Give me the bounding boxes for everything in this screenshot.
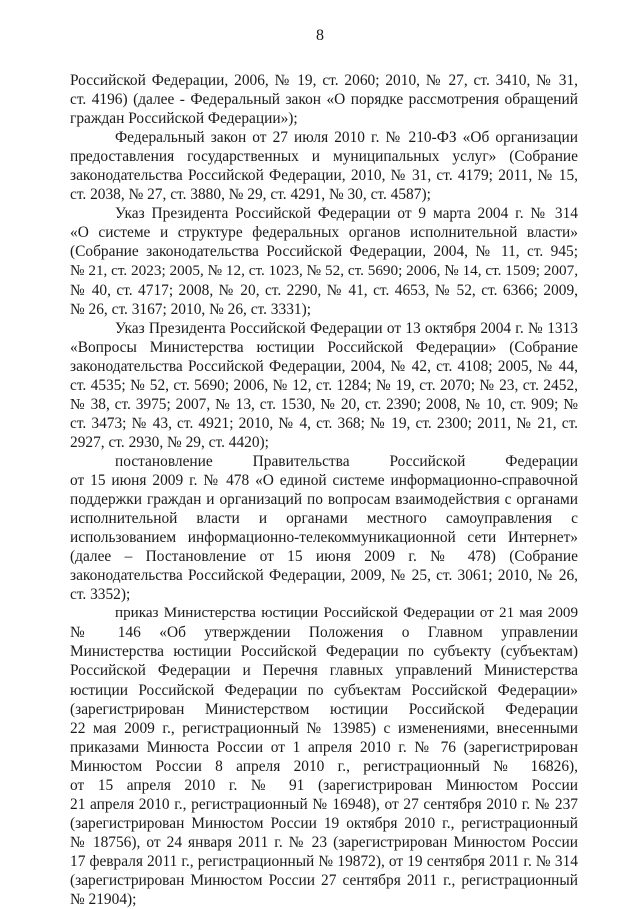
text-line: ст. 3473; № 43, ст. 4921; 2010, № 4, ст. 368; № 19, ст. 2300; 2011, № 21, ст. [70,414,578,432]
text-line: Министерства юстиции Российской Федерации по субъекту (субъектам) [70,643,578,661]
text-line: использованием информационно-телекоммуникационной сети Интернет» [70,529,578,547]
text-line: 2927, ст. 2930, № 29, ст. 4420); [70,433,269,451]
text-line: исполнительной власти и органами местного самоуправления с [70,510,578,528]
text-line: (Собрание законодательства Российской Федерации, 2004, № 11, ст. 945; [70,243,578,261]
text-line: ст. 4535; № 52, ст. 5690; 2006, № 12, ст. 1284; № 19, ст. 2070; № 23, ст. 2452, [70,376,578,394]
text-line: от 15 апреля 2010 г. № 91 (зарегистрирован Минюстом России [70,776,578,794]
text-line: законодательства Российской Федерации, 2010, № 31, ст. 4179; 2011, № 15, [70,167,578,185]
text-line: 21 апреля 2010 г., регистрационный № 16948), от 27 сентября 2010 г. № 237 [70,795,578,813]
text-line: № 40, ст. 4717; 2008, № 20, ст. 2290, № 41, ст. 4653, № 52, ст. 6366; 2009, [70,281,578,299]
text-line: (далее – Постановление от 15 июня 2009 г. № 478) (Собрание [70,548,578,566]
paragraph [70,452,578,604]
text-line: Минюстом России 8 апреля 2010 г., регистрационный № 16826), [70,757,578,775]
text-line: ст. 3352); [70,586,131,604]
text-line: № 146 «Об утверждении Положения о Главном управлении [70,624,578,642]
text-line: постановление Правительства Российской Федерации [115,452,578,470]
text-line: 22 мая 2009 г., регистрационный № 13985) с изменениями, внесенными [70,719,578,737]
text-line: юстиции Российской Федерации по субъектам Российской Федерации» [70,681,578,699]
text-line: законодательства Российской Федерации, 2009, № 25, ст. 3061; 2010, № 26, [70,567,578,585]
document-body [70,71,578,909]
text-line: № 21904); [70,891,137,909]
text-line: (зарегистрирован Минюстом России 27 сентября 2011 г., регистрационный [70,871,578,889]
text-line: (зарегистрирован Министерством юстиции Российской Федерации [70,700,578,718]
text-line: Федеральный закон от 27 июля 2010 г. № 210-ФЗ «Об организации [115,129,578,147]
paragraph [70,128,578,204]
text-line: «О системе и структуре федеральных органов исполнительной власти» [70,224,578,242]
text-line: № 18756), от 24 января 2011 г. № 23 (зарегистрирован Минюстом России [70,833,578,851]
text-line: от 15 июня 2009 г. № 478 «О единой системе информационно-справочной [70,471,578,489]
text-line: граждан Российской Федерации»); [70,110,298,128]
text-line: Российской Федерации, 2006, № 19, ст. 2060; 2010, № 27, ст. 3410, № 31, [70,72,578,89]
text-line: 17 февраля 2011 г., регистрационный № 19872), от 19 сентября 2011 г. № 314 [70,852,578,870]
paragraph [70,604,578,909]
paragraph [70,319,578,452]
text-line: приказами Минюста России от 1 апреля 2010 г. № 76 (зарегистрирован [70,738,578,756]
text-line: приказ Министерства юстиции Российской Федерации от 21 мая 2009 [115,605,578,622]
text-line: ст. 2038, № 27, ст. 3880, № 29, ст. 4291, № 30, ст. 4587); [70,186,431,204]
text-line: № 26, ст. 3167; 2010, № 26, ст. 3331); [70,300,311,318]
text-line: законодательства Российской Федерации, 2004, № 42, ст. 4108; 2005, № 44, [70,357,578,375]
text-line: поддержки граждан и организаций по вопросам взаимодействия с органами [70,491,578,509]
page-number: 8 [316,27,324,44]
text-line: ст. 4196) (далее - Федеральный закон «О порядке рассмотрения обращений [70,91,578,109]
text-line: (зарегистрирован Минюстом России 19 октября 2010 г., регистрационный [70,814,578,832]
text-line: № 21, ст. 2023; 2005, № 12, ст. 1023, № 52, ст. 5690; 2006, № 14, ст. 1509; 2007, [70,262,578,280]
text-line: № 38, ст. 3975; 2007, № 13, ст. 1530, № 20, ст. 2390; 2008, № 10, ст. 909; № [70,395,578,413]
paragraph [70,204,578,318]
text-line: Российской Федерации и Перечня главных управлений Министерства [70,662,578,680]
text-line: «Вопросы Министерства юстиции Российской Федерации» (Собрание [70,338,578,356]
text-line: Указ Президента Российской Федерации от 13 октября 2004 г. № 1313 [115,319,578,337]
text-line: Указ Президента Российской Федерации от 9 марта 2004 г. № 314 [115,205,578,223]
text-line: предоставления государственных и муниципальных услуг» (Собрание [70,148,578,166]
paragraph [70,71,578,128]
